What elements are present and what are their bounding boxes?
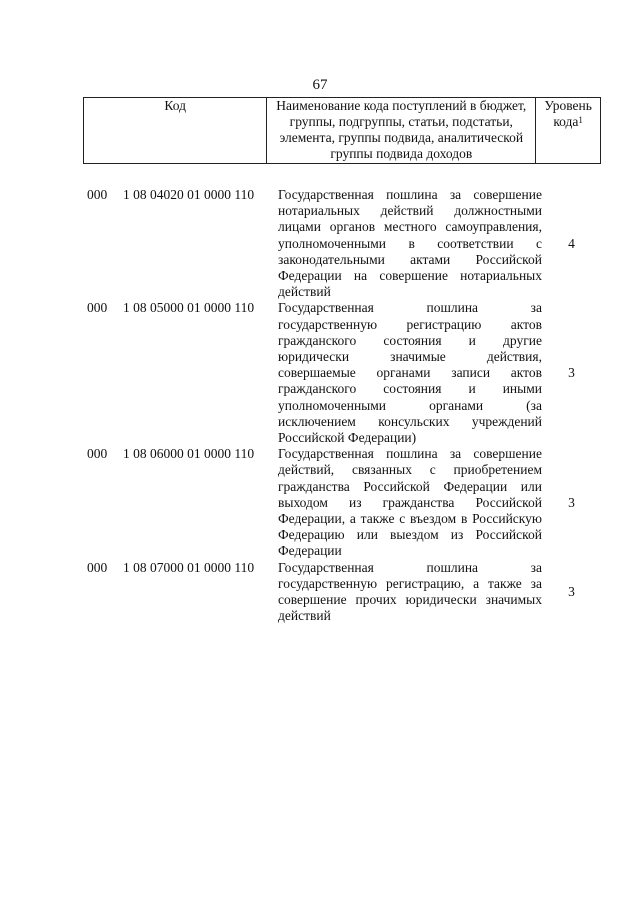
row-name: Государственная пошлина за государственную регистрацию актов гражданского состояния и другие юридически значимые действия, совершаемые органами записи актов гражданского состояния и иными уполномоченными органами (за исключением консульских учреждений Российской Федерации) — [278, 300, 542, 446]
row-level — [542, 187, 601, 300]
header-level — [536, 98, 601, 164]
row-level — [542, 560, 601, 625]
row-name: Государственная пошлина за государственную регистрацию, а также за совершение прочих юридически значимых действий — [278, 559, 542, 624]
table-row — [83, 300, 601, 446]
row-code: 1 08 06000 01 0000 110 — [123, 446, 255, 462]
row-prefix: 000 — [87, 446, 108, 462]
table-row — [83, 187, 601, 300]
header-level-label: Уровень кода — [544, 98, 592, 129]
row-level — [542, 446, 601, 559]
row-level-value: 3 — [568, 365, 575, 381]
row-prefix: 000 — [87, 300, 108, 316]
row-code: 1 08 07000 01 0000 110 — [123, 559, 255, 575]
table-body — [83, 187, 601, 624]
row-level — [542, 300, 601, 446]
row-level-value: 3 — [568, 494, 575, 510]
footnote-marker: 1 — [578, 115, 583, 125]
row-prefix: 000 — [87, 559, 108, 575]
row-level-value: 4 — [568, 235, 575, 251]
table-header — [83, 97, 601, 164]
header-name: Наименование кода поступлений в бюджет, группы, подгруппы, статьи, подстатьи, элемента, группы подвида, аналитической группы подвида доходов — [267, 98, 536, 164]
row-name: Государственная пошлина за совершение нотариальных действий должностными лицами органов местного самоуправления, уполномоченными в соответствии с законодательными актами Российской Федерации на совершение нотариальных действий — [278, 187, 542, 300]
row-prefix: 000 — [87, 187, 108, 202]
header-code: Код — [84, 98, 267, 164]
row-code: 1 08 05000 01 0000 110 — [123, 300, 255, 316]
page-number: 67 — [312, 77, 328, 93]
table-row — [83, 560, 601, 625]
row-level-value: 3 — [568, 583, 575, 599]
header-row — [84, 98, 601, 164]
table-row — [83, 446, 601, 559]
row-name: Государственная пошлина за совершение действий, связанных с приобретением гражданства Российской Федерации или выходом из гражданства Российской Федерации, а также с въездом в Российскую Федерацию или выездом из Российской Федерации — [278, 446, 542, 559]
row-code: 1 08 04020 01 0000 110 — [123, 187, 255, 202]
